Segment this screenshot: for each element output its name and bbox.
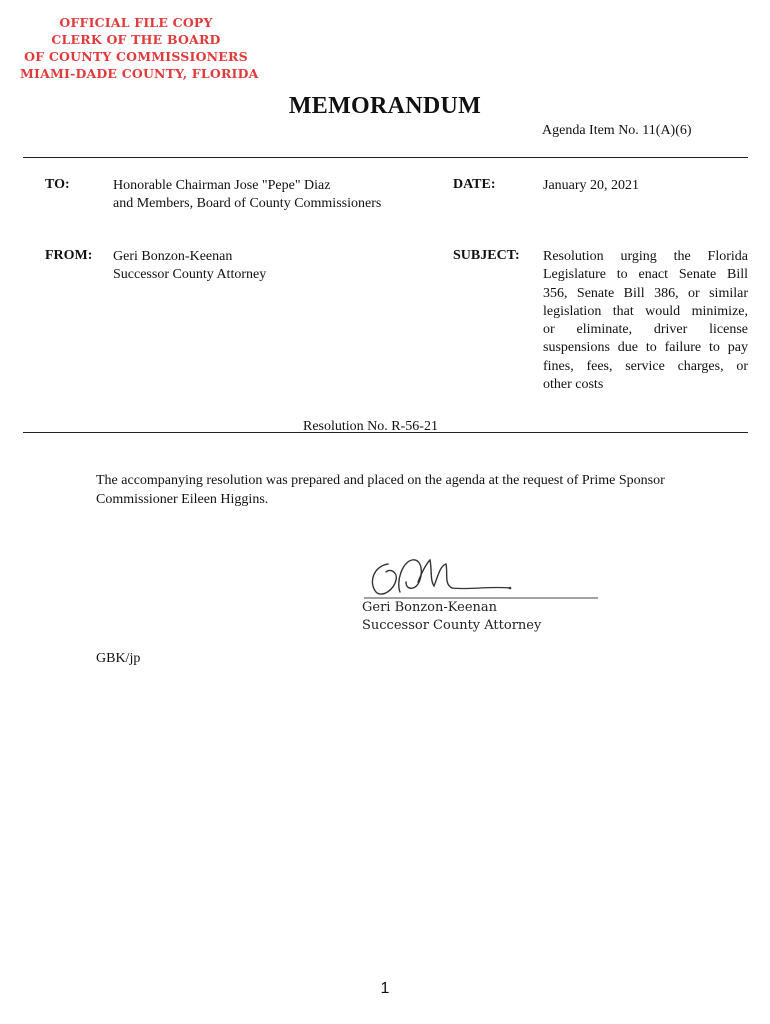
signatory-name: Geri Bonzon-Keenan bbox=[362, 600, 498, 615]
subject-line-4: legislation that would minimize, bbox=[543, 303, 748, 319]
date-label: DATE: bbox=[453, 177, 496, 192]
page-number: 1 bbox=[380, 980, 390, 997]
to-label: TO: bbox=[45, 177, 70, 192]
official-file-copy-stamp bbox=[20, 14, 259, 82]
to-recipients bbox=[113, 177, 381, 213]
body-line-1: The accompanying resolution was prepared and placed on the agenda at the request of Prime Sponsor bbox=[96, 473, 665, 488]
subject-line-5: or eliminate, driver license bbox=[543, 322, 748, 338]
signatory-title: Successor County Attorney bbox=[362, 618, 542, 633]
from-label: FROM: bbox=[45, 248, 93, 263]
agenda-item-number: Agenda Item No. 11(A)(6) bbox=[542, 123, 692, 138]
to-line-2: and Members, Board of County Commissioners bbox=[113, 196, 382, 211]
body-line-2: Commissioner Eileen Higgins. bbox=[96, 492, 269, 507]
subject-text bbox=[543, 248, 748, 394]
signature-block bbox=[362, 599, 541, 635]
handwritten-signature bbox=[360, 552, 605, 602]
subject-line-6: suspensions due to failure to pay bbox=[543, 340, 748, 356]
stamp-line-3: OF COUNTY COMMISSIONERS bbox=[24, 49, 248, 64]
from-line-1: Geri Bonzon-Keenan bbox=[113, 249, 233, 264]
memo-title: MEMORANDUM bbox=[288, 93, 482, 119]
subject-label: SUBJECT: bbox=[453, 248, 520, 263]
stamp-line-1: OFFICIAL FILE COPY bbox=[59, 15, 213, 30]
subject-line-1: Resolution urging the Florida bbox=[543, 249, 748, 264]
from-sender bbox=[113, 248, 266, 284]
stamp-line-4: MIAMI-DADE COUNTY, FLORIDA bbox=[20, 66, 259, 81]
subject-line-2: Legislature to enact Senate Bill bbox=[543, 267, 748, 283]
subject-line-3: 356, Senate Bill 386, or similar bbox=[543, 285, 748, 301]
typist-initials: GBK/jp bbox=[96, 651, 141, 666]
header-divider bbox=[23, 157, 748, 158]
from-line-2: Successor County Attorney bbox=[113, 267, 267, 282]
to-line-1: Honorable Chairman Jose "Pepe" Diaz bbox=[113, 178, 331, 193]
memo-body bbox=[96, 471, 736, 509]
resolution-number: Resolution No. R-56-21 bbox=[303, 419, 438, 434]
subject-line-7: fines, fees, service charges, or bbox=[543, 358, 748, 374]
stamp-line-2: CLERK OF THE BOARD bbox=[51, 32, 221, 47]
subject-line-8: other costs bbox=[543, 377, 604, 393]
date-value: January 20, 2021 bbox=[543, 178, 640, 193]
